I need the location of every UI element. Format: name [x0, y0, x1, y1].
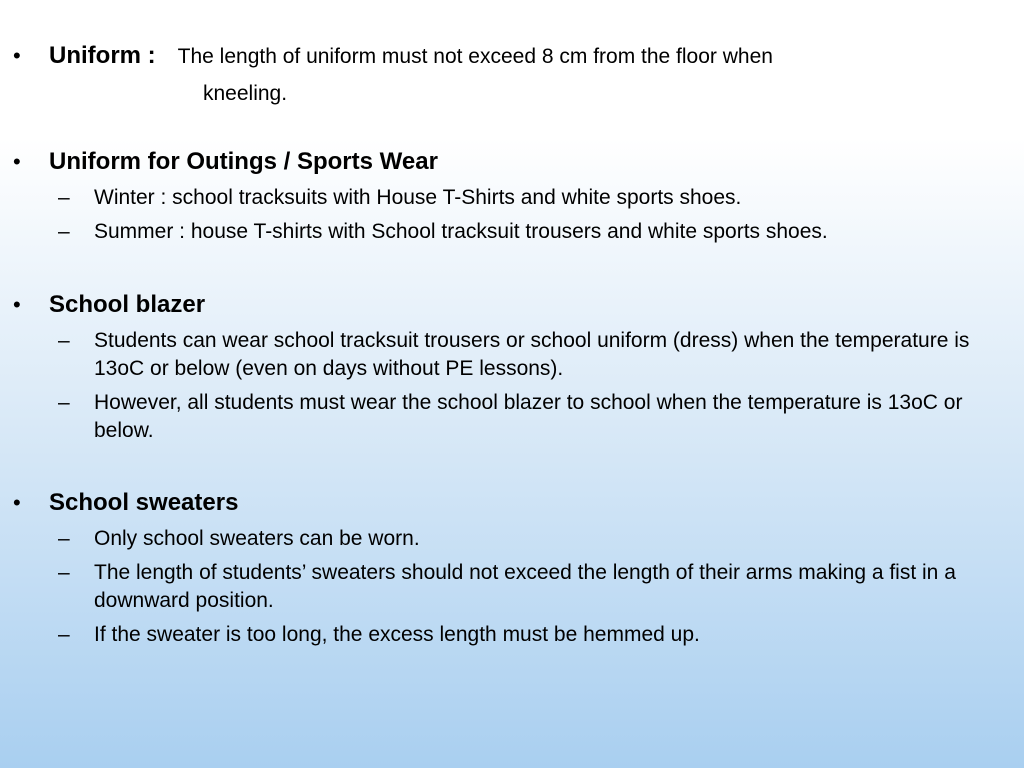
blazer-bullet-row: [13, 291, 205, 319]
outings-sub-list: [58, 184, 1008, 252]
list-item: [58, 327, 1008, 383]
list-item: [58, 389, 1008, 445]
list-item: [58, 184, 1008, 212]
list-item-text: Winter : school tracksuits with House T-Shirts and white sports shoes.: [94, 186, 742, 209]
uniform-heading: Uniform :: [49, 42, 156, 69]
list-item-text: The length of students’ sweaters should not exceed the length of their arms making a fist in a downward position.: [94, 561, 956, 612]
dash-icon: –: [58, 186, 70, 209]
list-item-text: If the sweater is too long, the excess length must be hemmed up.: [94, 623, 700, 646]
list-item-text: However, all students must wear the school blazer to school when the temperature is 13oC or below.: [94, 391, 963, 442]
list-item: [58, 559, 1008, 615]
blazer-sub-list: [58, 327, 1008, 451]
bullet-icon: •: [13, 43, 21, 68]
dash-icon: –: [58, 220, 70, 243]
dash-icon: –: [58, 329, 70, 352]
uniform-bullet-row: [13, 42, 773, 70]
dash-icon: –: [58, 527, 70, 550]
list-item-text: Only school sweaters can be worn.: [94, 527, 420, 550]
outings-heading: Uniform for Outings / Sports Wear: [49, 148, 438, 175]
uniform-text: The length of uniform must not exceed 8 cm from the floor when: [177, 45, 773, 68]
blazer-heading: School blazer: [49, 291, 206, 318]
list-item: [58, 621, 1008, 649]
bullet-icon: •: [13, 292, 21, 317]
sweaters-sub-list: [58, 525, 1008, 655]
outings-bullet-row: [13, 148, 438, 176]
list-item: [58, 525, 1008, 553]
dash-icon: –: [58, 561, 70, 584]
bullet-icon: •: [13, 149, 21, 174]
sweaters-bullet-row: [13, 489, 238, 517]
dash-icon: –: [58, 391, 70, 414]
list-item-text: Summer : house T-shirts with School tracksuit trousers and white sports shoes.: [94, 220, 828, 243]
dash-icon: –: [58, 623, 70, 646]
list-item-text: Students can wear school tracksuit trousers or school uniform (dress) when the temperature is 13oC or below (even on days without PE lessons).: [94, 329, 970, 380]
bullet-icon: •: [13, 490, 21, 515]
uniform-text-continuation: kneeling.: [203, 82, 288, 105]
list-item: [58, 218, 1008, 246]
sweaters-heading: School sweaters: [49, 489, 239, 516]
